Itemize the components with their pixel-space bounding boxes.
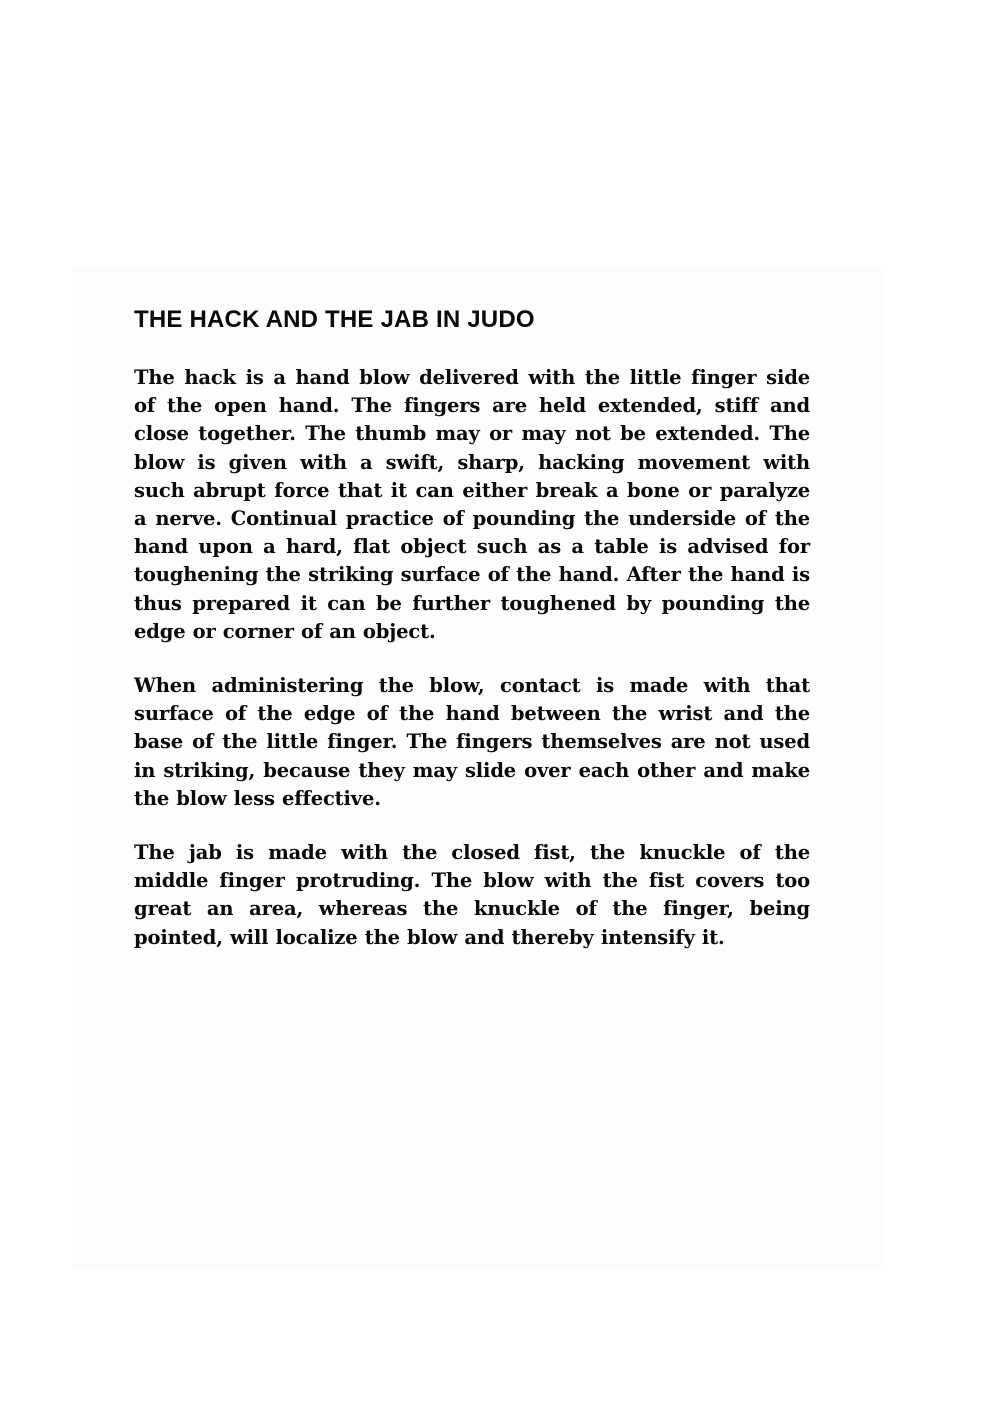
paragraph-hack: The hack is a hand blow delivered with the little finger side of the open hand. The fingers are held extended, stiff and close together. The thumb may or may not be extended. The blow is given with a swift, sharp, hacking movement with such abrupt force that it can either break a bone or paralyze a nerve. Continual practice of pounding the underside of the hand upon a hard, flat object such as a table is advised for toughening the striking surface of the hand. After the hand is thus prepared it can be further toughened by pounding the edge or corner of an object. bbox=[134, 366, 810, 643]
page-title: THE HACK AND THE JAB IN JUDO bbox=[134, 306, 535, 333]
paragraph-contact: When administering the blow, contact is made with that surface of the edge of the hand between the wrist and the base of the little finger. The fingers themselves are not used in striking, because they may slide over each other and make the blow less effective. bbox=[134, 674, 810, 810]
page-content bbox=[134, 302, 810, 952]
paragraph-jab: The jab is made with the closed fist, the knuckle of the middle finger protruding. The blow with the fist covers too great an area, whereas the knuckle of the finger, being pointed, will localize the blow and thereby intensify it. bbox=[134, 841, 810, 949]
